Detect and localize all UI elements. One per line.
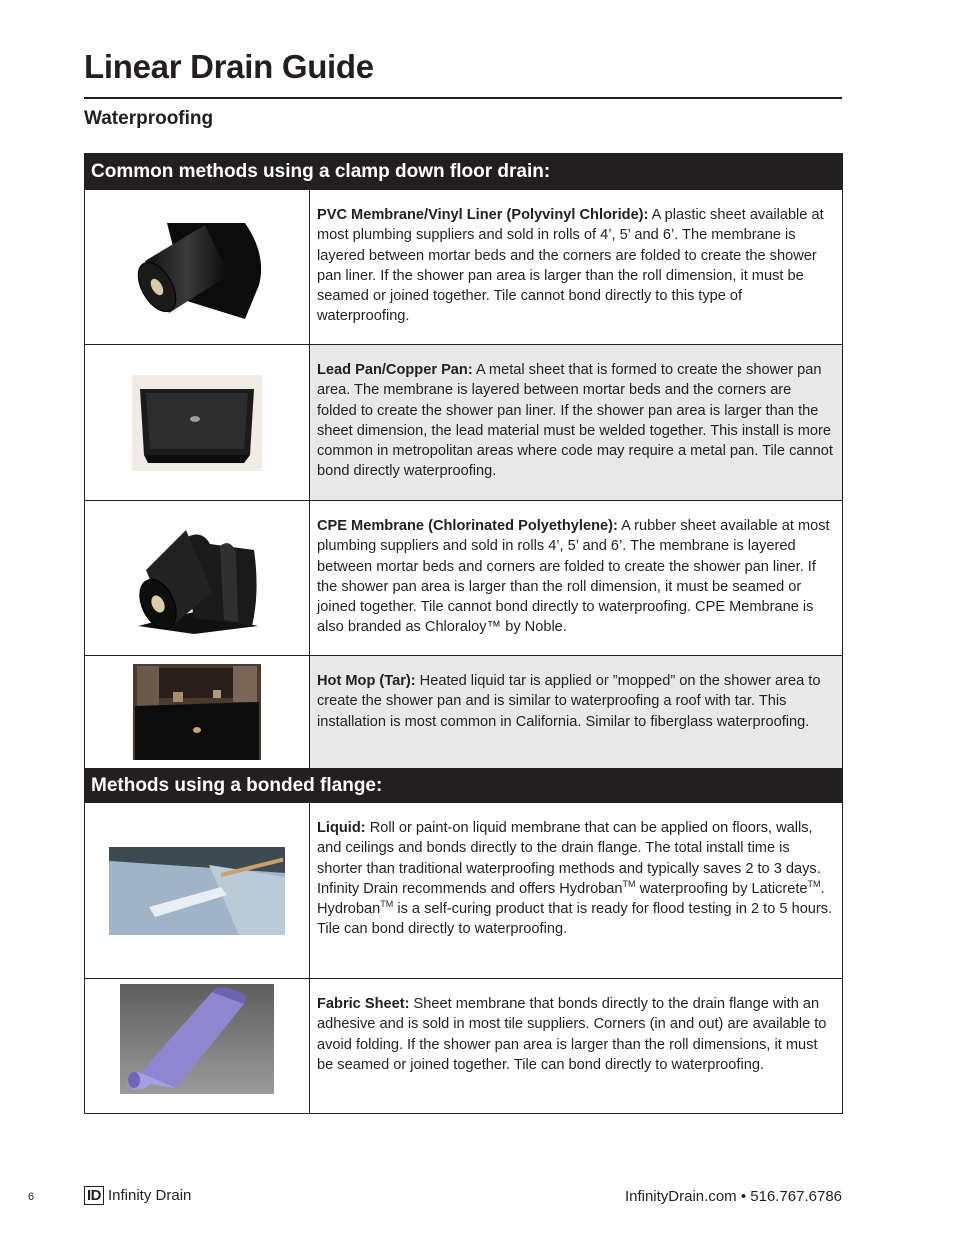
method-row-lead-pan [84,345,843,501]
pvc-description [310,190,842,344]
method-text: A rubber sheet available at most plumbing suppliers and sold in rolls 4’, 5’ and 6’. The membrane is layered between mortar beds and corners are folded to create the shower pan liner. If the shower pan area is larger than the roll dimension, it must be seamed or joined together. Tile cannot bond directly to waterproofing. CPE Membrane is also branded as Chloraloy™ by Noble. [317,518,830,636]
page-number: 6 [28,1191,35,1203]
lead-pan-description [310,345,842,500]
liquid-membrane-image [85,803,310,978]
trademark: TM [622,879,636,890]
method-row-pvc [84,190,843,345]
method-row-liquid [84,803,843,979]
method-text: Roll or paint-on liquid membrane that can be applied on floors, walls, and ceilings and bonds directly to the drain flange. The total install time is shorter than traditional waterproofing methods and typically saves 2 to 3 days. Infinity Drain recommends and offers Hydroban [317,820,821,897]
method-row-hot-mop [84,656,843,769]
hot-mop-description [310,656,842,768]
cpe-description [310,501,842,655]
method-text: Heated liquid tar is applied or ”mopped” on the shower area to create the shower pan and is similar to waterproofing a roof with tar. This installation is most common in California. Similar to fiberglass waterproofing. [317,673,821,730]
waterproofing-table [84,153,843,1114]
method-name: Liquid: [317,820,366,836]
method-text: is a self-curing product that is ready for flood testing in 2 to 5 hours. Tile can bond directly to waterproofing. [317,901,833,938]
method-text: waterproofing by Laticrete [635,880,808,897]
page-title: Linear Drain Guide [84,48,374,85]
method-name: CPE Membrane (Chlorinated Polyethylene): [317,518,618,534]
method-text: . Hydroban [317,880,825,918]
trademark: TM [380,899,394,910]
trademark: TM [807,879,821,890]
bonded-section-header: Methods using a bonded flange: [84,769,843,803]
method-row-fabric-sheet [84,979,843,1114]
pvc-roll-image [85,190,310,344]
title-divider [84,97,842,99]
clamp-section-header: Common methods using a clamp down floor drain: [84,153,843,190]
logo-name: Infinity Drain [108,1187,192,1204]
method-name: PVC Membrane/Vinyl Liner (Polyvinyl Chloride): [317,207,649,223]
method-name: Lead Pan/Copper Pan: [317,362,473,378]
fabric-sheet-image [85,979,310,1113]
fabric-sheet-description [310,979,842,1113]
method-name: Hot Mop (Tar): [317,673,416,689]
method-row-cpe [84,501,843,656]
section-subtitle: Waterproofing [84,108,214,129]
hot-mop-image [85,656,310,768]
method-text: A plastic sheet available at most plumbing suppliers and sold in rolls of 4’, 5’ and 6’. The membrane is layered between mortar beds and the corners are folded to create the shower pan liner. If the shower pan area is larger than the roll dimension, it must be seamed or joined together. Tile cannot bond directly to this type of waterproofing. [317,207,824,325]
logo-mark: ID [84,1186,104,1205]
contact-info: InfinityDrain.com • 516.767.6786 [624,1188,842,1205]
method-name: Fabric Sheet: [317,996,410,1012]
infinity-drain-logo [84,1186,191,1205]
method-text: A metal sheet that is formed to create the shower pan area. The membrane is layered between mortar beds and the corners are folded to create the shower pan liner. If the shower pan area is larger than the sheet dimension, the lead material must be welded together. This install is more common in metropolitan areas where code may require a metal pan. Tile cannot bond directly waterproofing. [317,362,833,480]
liquid-description [310,803,842,978]
lead-pan-image [85,345,310,500]
method-text: Sheet membrane that bonds directly to the drain flange with an adhesive and is sold in most tile suppliers. Corners (in and out) are available to avoid folding. If the shower pan area is larger than the roll dimensions, it must be seamed or joined together. Tile can bond directly to waterproofing. [317,996,827,1073]
cpe-roll-image [85,501,310,655]
